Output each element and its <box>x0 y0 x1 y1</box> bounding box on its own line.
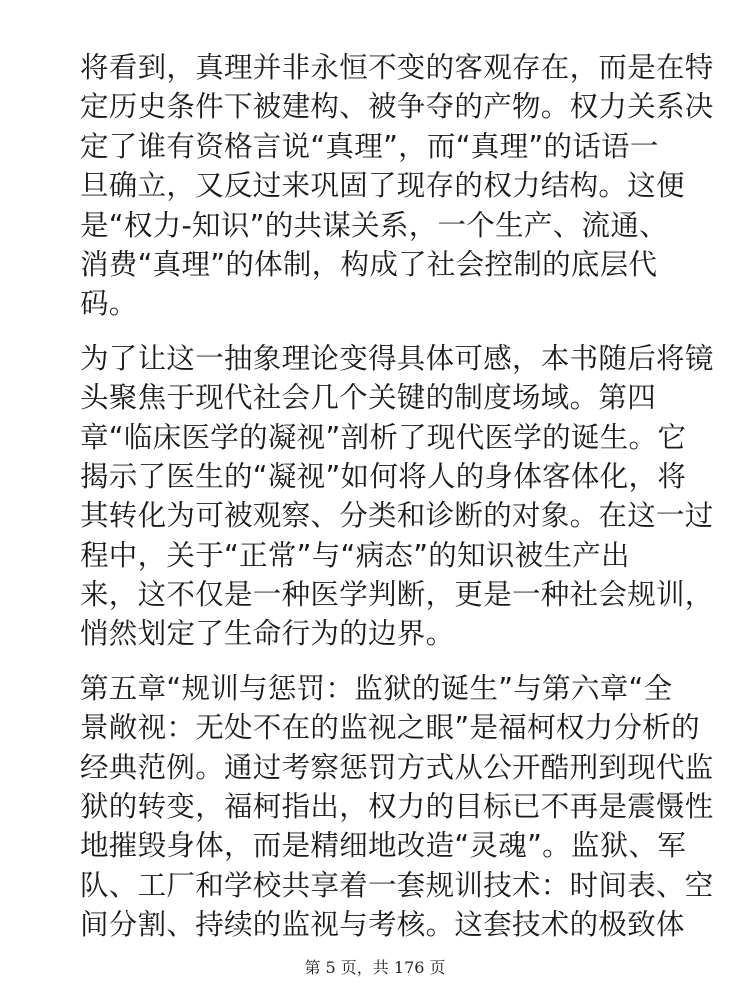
text-line: 经典范例。通过考察惩罚方式从公开酷刑到现代监 <box>80 750 714 784</box>
text-line: 来，这不仅是一种医学判断，更是一种社会规训， <box>80 578 714 612</box>
text-line: 间分割、持续的监视与考核。这套技术的极致体 <box>80 908 685 942</box>
text-line: 景敞视：无处不在的监视之眼”是福柯权力分析的 <box>80 711 700 745</box>
page-number-footer: 第 5 页，共 176 页 <box>304 958 446 977</box>
text-line: 码。 <box>80 287 138 321</box>
text-line: 是“权力-知识”的共谋关系，一个生产、流通、 <box>80 208 668 242</box>
text-line: 定了谁有资格言说“真理”，而“真理”的话语一 <box>80 129 659 163</box>
text-line: 第五章“规训与惩罚：监狱的诞生”与第六章“全 <box>80 671 673 705</box>
text-line: 将看到，真理并非永恒不变的客观存在，而是在特 <box>80 51 714 84</box>
text-line: 为了让这一抽象理论变得具体可感，本书随后将镜 <box>80 341 714 375</box>
text-line: 地摧毁身体，而是精细地改造“灵魂”。监狱、军 <box>80 829 687 863</box>
text-line: 悄然划定了生命行为的边界。 <box>80 617 455 651</box>
paragraph-2 <box>80 339 714 654</box>
paragraph-3 <box>80 669 714 945</box>
text-line: 章“临床医学的凝视”剖析了现代医学的诞生。它 <box>80 420 687 454</box>
text-line: 程中，关于“正常”与“病态”的知识被生产出 <box>80 538 630 572</box>
text-line: 头聚焦于现代社会几个关键的制度场域。第四 <box>80 381 657 415</box>
paragraph-1 <box>80 48 714 324</box>
text-line: 消费“真理”的体制，构成了社会控制的底层代 <box>80 247 658 281</box>
body-text <box>80 48 714 960</box>
text-line: 旦确立，又反过来巩固了现存的权力结构。这便 <box>80 169 685 203</box>
text-line: 其转化为可被观察、分类和诊断的对象。在这一过 <box>80 499 714 533</box>
text-line: 狱的转变，福柯指出，权力的目标已不再是震慑性 <box>80 790 714 824</box>
text-line: 队、工厂和学校共享着一套规训技术：时间表、空 <box>80 868 714 902</box>
text-line: 定历史条件下被建构、被争夺的产物。权力关系决 <box>80 90 714 124</box>
text-line: 揭示了医生的“凝视”如何将人的身体客体化，将 <box>80 459 687 493</box>
